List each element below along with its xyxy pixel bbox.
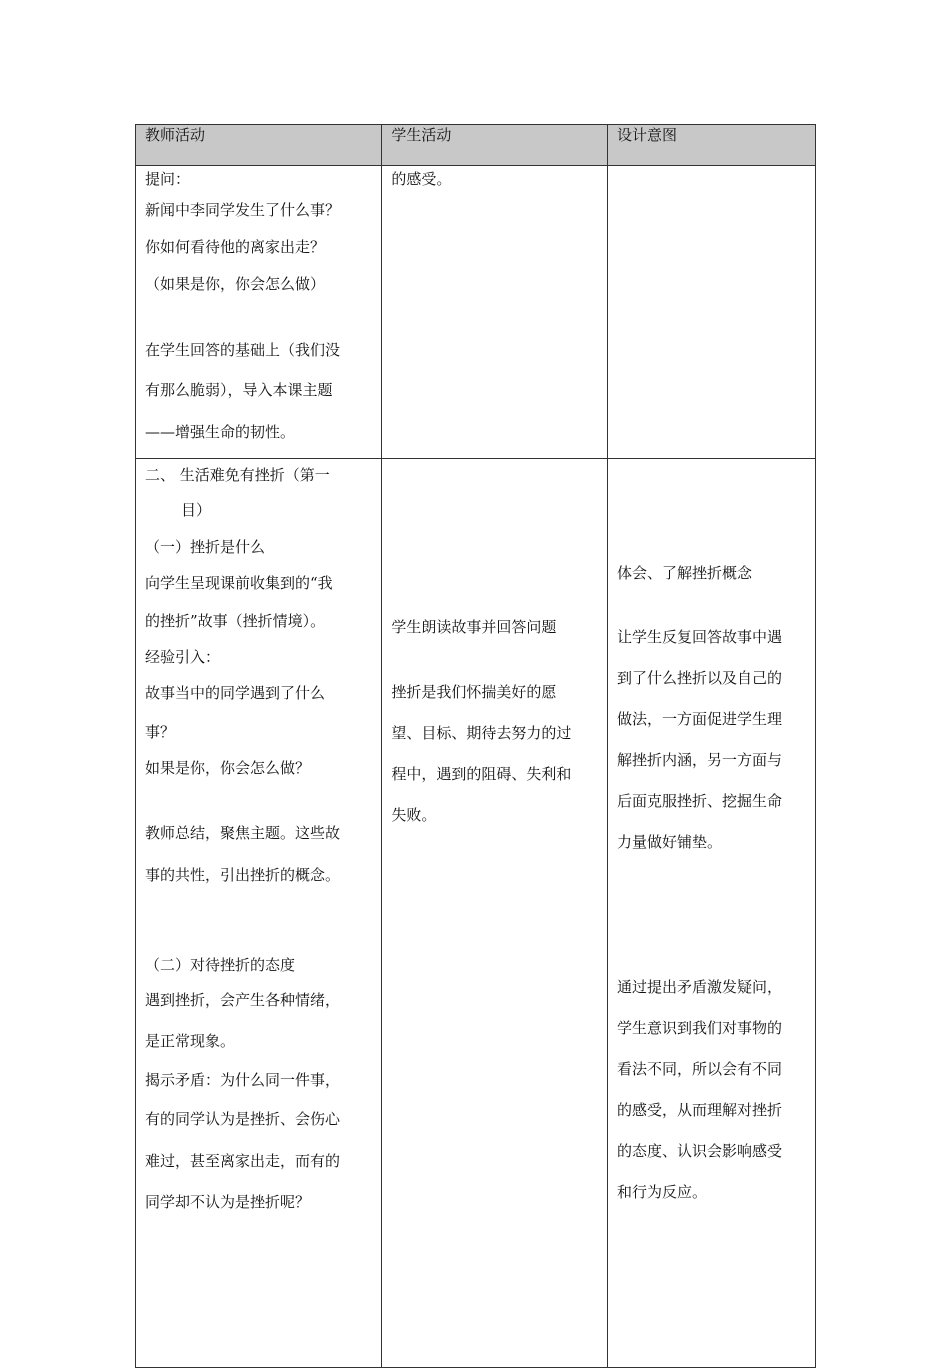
teacher-activity-cell <box>136 459 382 1368</box>
text-line: 揭示矛盾：为什么同一件事， <box>145 1071 341 1089</box>
lesson-plan-table <box>135 124 816 1368</box>
text-line: 同学却不认为是挫折呢？ <box>145 1193 311 1211</box>
text-line: 挫折是我们怀揣美好的愿 <box>391 683 557 701</box>
text-line: 到了什么挫折以及自己的 <box>617 669 783 687</box>
text-line: 故事当中的同学遇到了什么 <box>145 684 326 702</box>
text-line: 在学生回答的基础上（我们没 <box>145 341 341 359</box>
text-line: ——增强生命的韧性。 <box>145 423 296 441</box>
text-line: 失败。 <box>391 806 437 824</box>
text-line: 的感受。 <box>391 170 452 188</box>
text-line: 看法不同，所以会有不同 <box>617 1060 783 1078</box>
text-line: 做法，一方面促进学生理 <box>617 710 783 728</box>
text-line: 向学生呈现课前收集到的“我 <box>145 574 333 592</box>
design-intent-cell <box>608 166 816 459</box>
text-line: 的态度、认识会影响感受 <box>617 1142 783 1160</box>
text-line: 有的同学认为是挫折、会伤心 <box>145 1110 341 1128</box>
text-line: 让学生反复回答故事中遇 <box>617 628 783 646</box>
table-row <box>136 166 816 459</box>
text-line: 望、目标、期待去努力的过 <box>391 724 572 742</box>
text-line: 学生意识到我们对事物的 <box>617 1019 783 1037</box>
student-activity-cell <box>382 459 608 1368</box>
text-line: 难过，甚至离家出走，而有的 <box>145 1152 341 1170</box>
header-design-intent: 设计意图 <box>608 125 816 166</box>
text-line: 程中，遇到的阻碍、失利和 <box>391 765 572 783</box>
text-line: 目） <box>181 501 212 519</box>
text-line: 学生朗读故事并回答问题 <box>391 618 557 636</box>
text-line: 如果是你，你会怎么做？ <box>145 759 311 777</box>
text-line: 体会、了解挫折概念 <box>617 564 753 582</box>
text-line: 提问： <box>145 170 191 188</box>
text-line: 力量做好铺垫。 <box>617 833 723 851</box>
text-line: （一）挫折是什么 <box>145 538 266 556</box>
header-row <box>136 125 816 166</box>
text-line: 新闻中李同学发生了什么事？ <box>145 201 341 219</box>
text-line: 是正常现象。 <box>145 1032 236 1050</box>
text-line: 的感受，从而理解对挫折 <box>617 1101 783 1119</box>
text-line: 后面克服挫折、挖掘生命 <box>617 792 783 810</box>
text-line: 你如何看待他的离家出走？ <box>145 238 326 256</box>
text-line: （如果是你，你会怎么做） <box>145 275 326 293</box>
header-student-activity: 学生活动 <box>382 125 608 166</box>
text-line: 经验引入： <box>145 648 221 666</box>
text-line: 通过提出矛盾激发疑问， <box>617 978 783 996</box>
student-activity-cell <box>382 166 608 459</box>
teacher-activity-cell <box>136 166 382 459</box>
text-line: 教师总结，聚焦主题。这些故 <box>145 824 341 842</box>
table-row <box>136 459 816 1368</box>
text-line: （二）对待挫折的态度 <box>145 956 296 974</box>
design-intent-cell <box>608 459 816 1368</box>
text-line: 有那么脆弱），导入本课主题 <box>145 381 333 399</box>
text-line: 解挫折内涵，另一方面与 <box>617 751 783 769</box>
header-teacher-activity: 教师活动 <box>136 125 382 166</box>
text-line: 事？ <box>145 723 176 741</box>
text-line: 遇到挫折，会产生各种情绪， <box>145 991 341 1009</box>
text-line: 事的共性，引出挫折的概念。 <box>145 866 341 884</box>
text-line: 和行为反应。 <box>617 1183 708 1201</box>
text-line: 二、 生活难免有挫折（第一 <box>145 466 330 484</box>
text-line: 的挫折”故事（挫折情境）。 <box>145 612 326 630</box>
